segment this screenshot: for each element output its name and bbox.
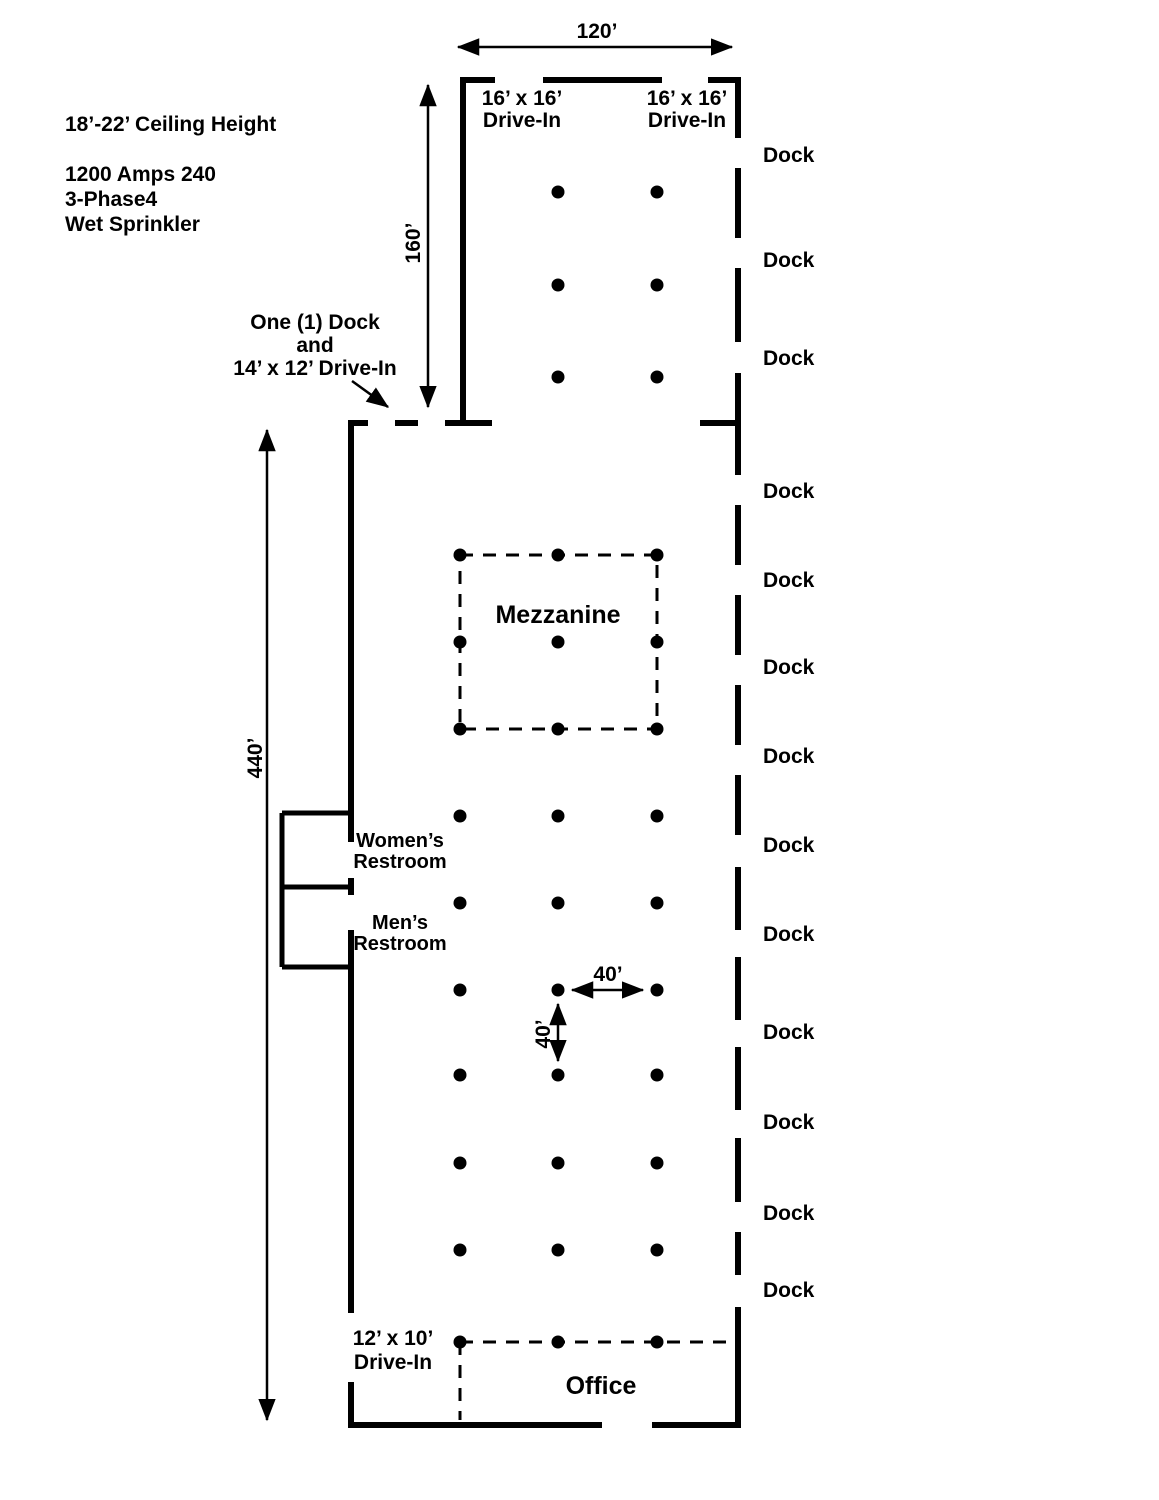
- dimension-label-40ft-horizontal: 40’: [593, 963, 623, 986]
- dock-label: Dock: [763, 656, 815, 679]
- column-dot: [651, 1069, 664, 1082]
- mens-restroom-label-line1: Men’s: [372, 912, 428, 934]
- dock-label: Dock: [763, 745, 815, 768]
- column-dot: [552, 723, 565, 736]
- column-dot: [454, 549, 467, 562]
- dock-drivein-note: [233, 311, 396, 380]
- dock-label: Dock: [763, 347, 815, 370]
- dimension-labels: [244, 20, 623, 1049]
- column-dot: [552, 186, 565, 199]
- column-dot: [552, 1336, 565, 1349]
- dock-label: Dock: [763, 923, 815, 946]
- column-dot: [454, 897, 467, 910]
- power-label: 1200 Amps 240: [65, 163, 216, 186]
- column-dot: [552, 1244, 565, 1257]
- column-dot: [651, 186, 664, 199]
- column-dot: [552, 810, 565, 823]
- column-dot: [651, 549, 664, 562]
- column-dot: [651, 1157, 664, 1170]
- ceiling-height-label: 18’-22’ Ceiling Height: [65, 113, 277, 136]
- phase-label: 3-Phase4: [65, 188, 158, 211]
- column-dot: [552, 549, 565, 562]
- drivein-topright-size: 16’ x 16’: [646, 87, 728, 110]
- drivein-topleft-size: 16’ x 16’: [481, 87, 563, 110]
- dock-label: Dock: [763, 1111, 815, 1134]
- dimension-label-40ft-vertical: 40’: [532, 1019, 555, 1049]
- column-dot: [454, 1157, 467, 1170]
- office-label: Office: [565, 1372, 637, 1400]
- column-grid: [454, 186, 664, 1349]
- main-top-left-corner-wall: [351, 423, 368, 842]
- column-dot: [552, 897, 565, 910]
- column-dot: [454, 1069, 467, 1082]
- drivein-topright-type: Drive-In: [647, 109, 727, 132]
- dock-label: Dock: [763, 249, 815, 272]
- column-dot: [552, 636, 565, 649]
- bottom-right-corner-wall: [652, 1307, 738, 1425]
- column-dot: [454, 810, 467, 823]
- note-line-3: 14’ x 12’ Drive-In: [233, 357, 397, 380]
- dock-label: Dock: [763, 834, 815, 857]
- dimension-label-120ft: 120’: [576, 20, 618, 43]
- mens-restroom-label-line2: Restroom: [353, 933, 447, 955]
- restroom-bumpout-walls: [282, 813, 351, 967]
- note-line-2: and: [296, 334, 334, 357]
- dock-label: Dock: [763, 1279, 815, 1302]
- column-dot: [454, 984, 467, 997]
- column-dot: [552, 984, 565, 997]
- dock-label: Dock: [763, 144, 815, 167]
- dimension-label-160ft: 160’: [402, 222, 425, 264]
- column-dot: [651, 723, 664, 736]
- dock-label: Dock: [763, 569, 815, 592]
- column-dot: [651, 636, 664, 649]
- column-dot: [552, 1069, 565, 1082]
- womens-restroom-label-line2: Restroom: [353, 851, 447, 873]
- drivein-topleft-type: Drive-In: [482, 109, 562, 132]
- note-pointer-arrow: [352, 381, 388, 407]
- column-dot: [651, 1244, 664, 1257]
- drivein-bottom-type: Drive-In: [353, 1351, 433, 1374]
- dock-label: Dock: [763, 1021, 815, 1044]
- column-dot: [651, 984, 664, 997]
- column-dot: [552, 279, 565, 292]
- column-dot: [454, 636, 467, 649]
- note-line-1: One (1) Dock: [250, 311, 380, 334]
- column-dot: [552, 371, 565, 384]
- dock-label: Dock: [763, 480, 815, 503]
- room-labels: [353, 601, 636, 1400]
- column-dot: [651, 279, 664, 292]
- bottom-left-corner-wall: [351, 1382, 602, 1425]
- womens-restroom-label-line1: Women’s: [356, 830, 444, 852]
- column-dot: [454, 723, 467, 736]
- column-dot: [454, 1244, 467, 1257]
- sprinkler-label: Wet Sprinkler: [65, 213, 200, 236]
- dock-labels: [763, 144, 815, 1302]
- dock-label: Dock: [763, 1202, 815, 1225]
- column-dot: [651, 897, 664, 910]
- drivein-bottom-size: 12’ x 10’: [352, 1327, 434, 1350]
- dimension-label-440ft: 440’: [244, 737, 267, 779]
- column-dot: [651, 371, 664, 384]
- column-dot: [454, 1336, 467, 1349]
- column-dot: [651, 1336, 664, 1349]
- mezzanine-label: Mezzanine: [495, 601, 621, 629]
- info-block: [65, 113, 276, 236]
- column-dot: [651, 810, 664, 823]
- column-dot: [552, 1157, 565, 1170]
